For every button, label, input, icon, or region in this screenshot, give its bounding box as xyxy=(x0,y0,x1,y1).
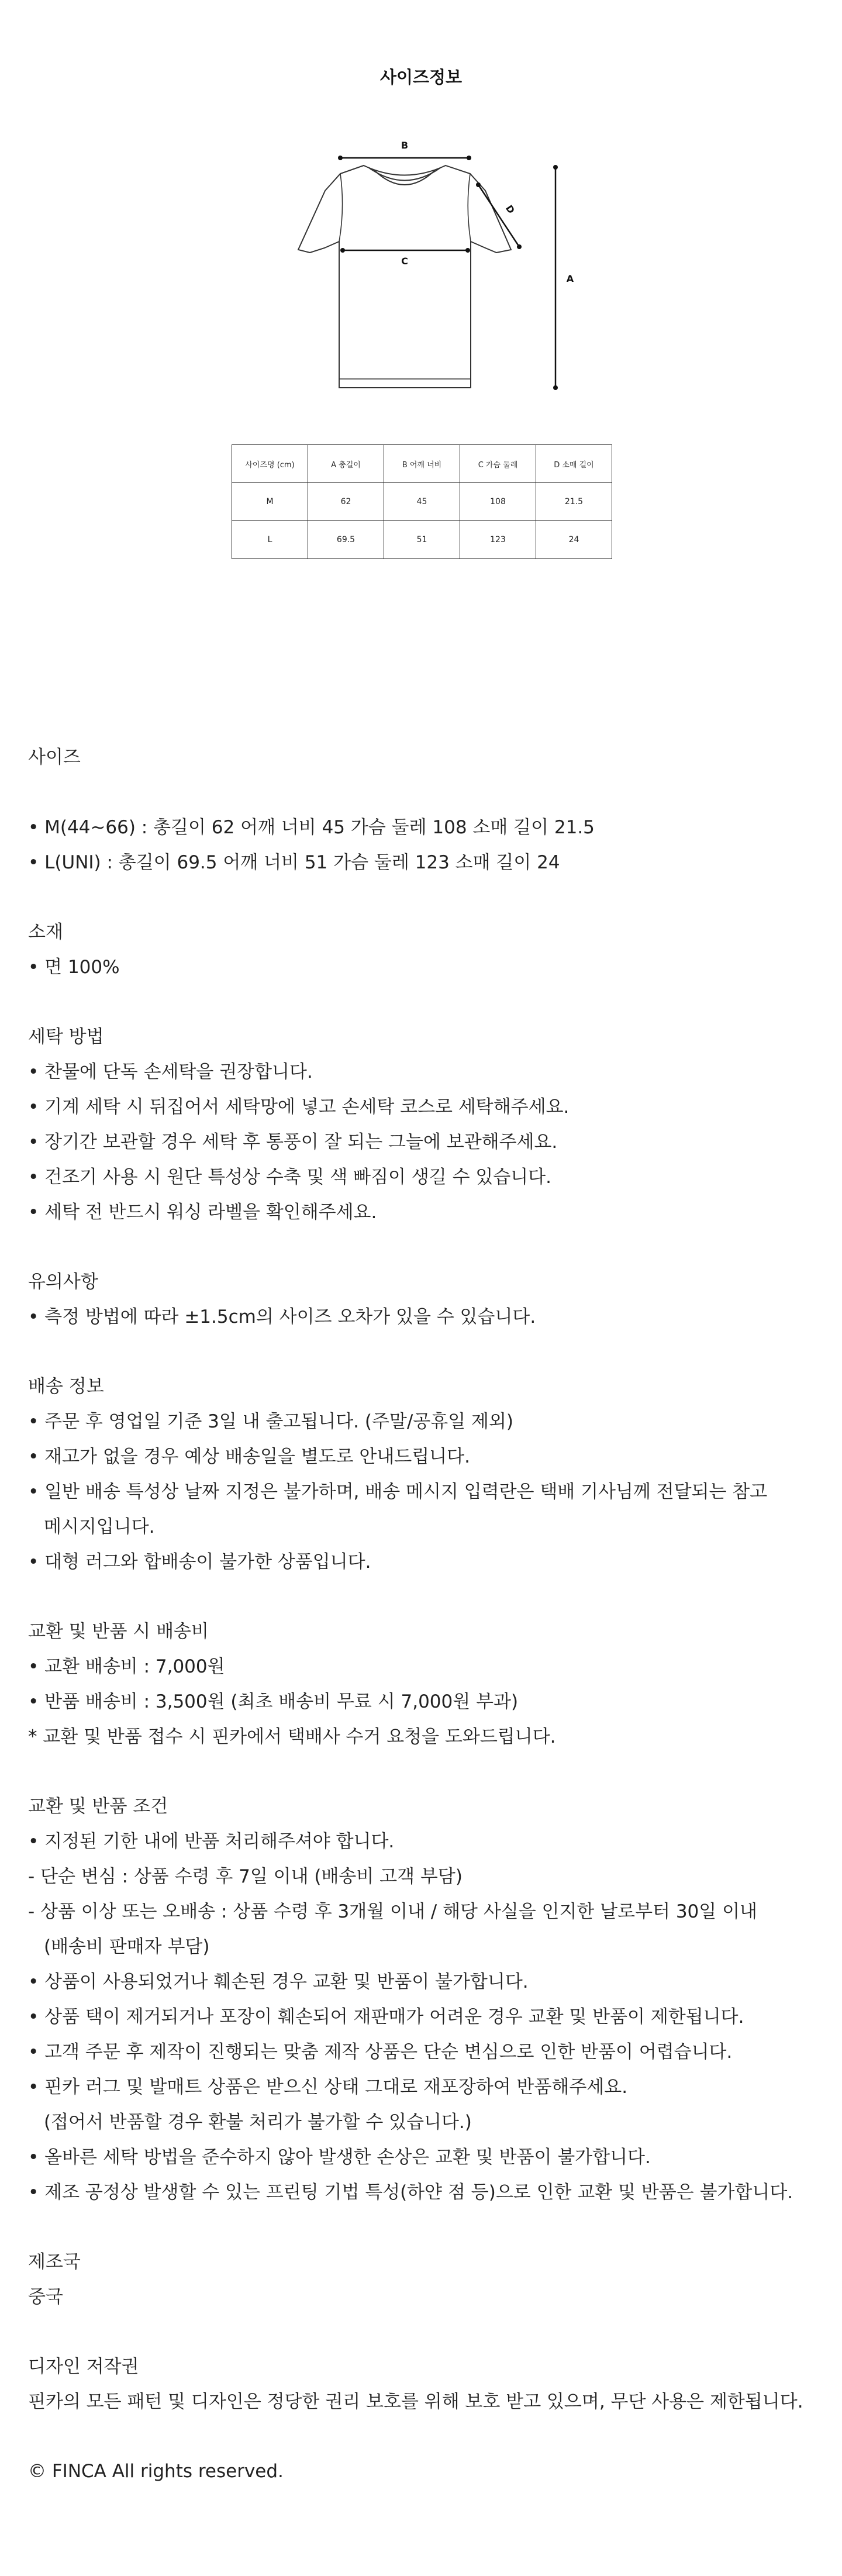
size-table-header: B 어깨 너비 xyxy=(384,445,460,483)
list-item: • L(UNI) : 총길이 69.5 어깨 너비 51 가슴 둘레 123 소매 길이 24 xyxy=(28,852,560,873)
section-gap xyxy=(28,2210,823,2244)
section-gap xyxy=(28,985,823,1019)
list-item: • 장기간 보관할 경우 세탁 후 통풍이 잘 되는 그늘에 보관해주세요. xyxy=(28,1132,558,1153)
total-length-dot-bottom xyxy=(553,385,558,390)
table-row xyxy=(232,521,612,559)
list-item: - 상품 이상 또는 오배송 : 상품 수령 후 3개월 이내 / 해당 사실을 인지한 날로부터 30일 이내 xyxy=(28,1901,757,1922)
sleeve-length-dot-bottom xyxy=(517,244,522,249)
list-item: • 건조기 사용 시 원단 특성상 수축 및 색 빠짐이 생길 수 있습니다. xyxy=(28,1167,552,1188)
sleeve-length-line xyxy=(478,185,519,247)
sleeve-length-dot-top xyxy=(476,182,481,187)
size-table-cell: 51 xyxy=(384,521,460,559)
size-table-cell: 62 xyxy=(308,483,384,521)
table-row xyxy=(232,483,612,521)
section-gap xyxy=(28,1230,823,1264)
shoulder-width-dot-right xyxy=(467,156,471,160)
list-item: • 일반 배송 특성상 날짜 지정은 불가하며, 배송 메시지 입력란은 택배 기사님께 전달되는 참고 xyxy=(28,1481,768,1502)
list-item: • 핀카 러그 및 발매트 상품은 받으신 상태 그대로 재포장하여 반품해주세요. xyxy=(28,2077,628,2098)
list-item: • 반품 배송비 : 3,500원 (최초 배송비 무료 시 7,000원 부과) xyxy=(28,1691,519,1712)
diagram-label-a: A xyxy=(566,273,574,284)
size-table-header: A 총길이 xyxy=(308,445,384,483)
size-table-cell: 108 xyxy=(460,483,536,521)
section-origin xyxy=(28,2244,823,2315)
size-table-header: C 가슴 둘레 xyxy=(460,445,536,483)
size-table-cell: 69.5 xyxy=(308,521,384,559)
list-item: - 단순 변심 : 상품 수령 후 7일 이내 (배송비 고객 부담) xyxy=(28,1866,463,1887)
size-table-cell: 123 xyxy=(460,521,536,559)
diagram-label-c: C xyxy=(401,256,408,267)
tshirt-sleeve-seam-right xyxy=(468,174,471,242)
list-item: • 상품 택이 제거되거나 포장이 훼손되어 재판매가 어려운 경우 교환 및 반품이 제한됩니다. xyxy=(28,2006,744,2027)
section-material xyxy=(28,915,823,985)
size-table-header: D 소매 길이 xyxy=(536,445,612,483)
list-item: • 찬물에 단독 손세탁을 권장합니다. xyxy=(28,1061,313,1082)
section-return-fee xyxy=(28,1614,823,1754)
copyright-footer: © FINCA All rights reserved. xyxy=(28,2461,284,2482)
section-copyright xyxy=(28,2349,823,2419)
list-item: • 고객 주문 후 제작이 진행되는 맞춤 제작 상품은 단순 변심으로 인한 반품이 어렵습니다. xyxy=(28,2042,733,2063)
section-heading: 사이즈 xyxy=(28,747,81,768)
section-gap xyxy=(28,775,823,810)
size-table-header-row xyxy=(232,445,612,483)
size-table-cell: L xyxy=(232,521,308,559)
product-info-content xyxy=(28,740,823,2489)
size-table-cell: 45 xyxy=(384,483,460,521)
list-item: • 주문 후 영업일 기준 3일 내 출고됩니다. (주말/공휴일 제외) xyxy=(28,1411,513,1432)
size-table-cell: 24 xyxy=(536,521,612,559)
tshirt-collar xyxy=(369,168,440,181)
list-item: • M(44~66) : 총길이 62 어깨 너비 45 가슴 둘레 108 소매 길이 21.5 xyxy=(28,817,595,838)
section-return-conditions xyxy=(28,1789,823,2210)
section-heading: 배송 정보 xyxy=(28,1376,104,1397)
section-gap xyxy=(28,2315,823,2349)
diagram-label-d: D xyxy=(503,203,517,216)
size-table xyxy=(232,444,612,559)
section-heading: 디자인 저작권 xyxy=(28,2356,139,2377)
section-caution xyxy=(28,1264,823,1334)
section-heading: 세탁 방법 xyxy=(28,1026,104,1047)
list-item: • 교환 배송비 : 7,000원 xyxy=(28,1656,225,1677)
chest-width-dot-left xyxy=(340,248,345,253)
list-item: • 재고가 없을 경우 예상 배송일을 별도로 안내드립니다. xyxy=(28,1446,470,1467)
section-heading: 제조국 xyxy=(28,2251,81,2272)
section-gap xyxy=(28,1334,823,1369)
section-gap xyxy=(28,1754,823,1789)
section-gap xyxy=(28,880,823,915)
total-length-dot-top xyxy=(553,165,558,170)
chest-width-dot-right xyxy=(465,248,470,253)
section-heading: 교환 및 반품 조건 xyxy=(28,1796,168,1817)
section-size xyxy=(28,740,823,880)
list-item: • 면 100% xyxy=(28,957,120,978)
size-info-title: 사이즈정보 xyxy=(379,67,463,87)
tshirt-diagram-svg xyxy=(0,129,842,404)
list-item: 핀카의 모든 패턴 및 디자인은 정당한 권리 보호를 위해 보호 받고 있으며, 무단 사용은 제한됩니다. xyxy=(28,2391,803,2412)
list-item: 중국 xyxy=(28,2287,63,2308)
section-washing xyxy=(28,1019,823,1230)
list-item: • 제조 공정상 발생할 수 있는 프린팅 기법 특성(하얀 점 등)으로 인한 교환 및 반품은 불가합니다. xyxy=(28,2182,793,2203)
list-item: • 지정된 기한 내에 반품 처리해주셔야 합니다. xyxy=(28,1831,395,1852)
size-table-cell: 21.5 xyxy=(536,483,612,521)
list-item-continuation: 메시지입니다. xyxy=(44,1516,155,1537)
section-gap xyxy=(28,2419,823,2454)
list-item: • 기계 세탁 시 뒤집어서 세탁망에 넣고 손세탁 코스로 세탁해주세요. xyxy=(28,1096,570,1118)
list-item: • 측정 방법에 따라 ±1.5cm의 사이즈 오차가 있을 수 있습니다. xyxy=(28,1306,536,1327)
list-item: • 대형 러그와 합배송이 불가한 상품입니다. xyxy=(28,1551,371,1573)
tshirt-outline xyxy=(298,165,511,388)
list-item: • 세탁 전 반드시 워싱 라벨을 확인해주세요. xyxy=(28,1202,377,1223)
list-item: • 상품이 사용되었거나 훼손된 경우 교환 및 반품이 불가합니다. xyxy=(28,1971,529,1992)
tshirt-size-diagram xyxy=(0,129,842,404)
diagram-label-b: B xyxy=(401,140,409,151)
section-heading: 유의사항 xyxy=(28,1271,98,1292)
list-item: * 교환 및 반품 접수 시 핀카에서 택배사 수거 요청을 도와드립니다. xyxy=(28,1726,556,1747)
size-table-cell: M xyxy=(232,483,308,521)
section-heading: 교환 및 반품 시 배송비 xyxy=(28,1621,209,1642)
list-item: • 올바른 세탁 방법을 준수하지 않아 발생한 손상은 교환 및 반품이 불가합니다. xyxy=(28,2147,651,2168)
list-item-continuation: (배송비 판매자 부담) xyxy=(44,1936,210,1957)
tshirt-sleeve-seam-left xyxy=(339,174,343,242)
size-table-header: 사이즈명 (cm) xyxy=(232,445,308,483)
section-heading: 소재 xyxy=(28,922,63,943)
section-gap xyxy=(28,1580,823,1614)
section-shipping xyxy=(28,1369,823,1580)
shoulder-width-dot-left xyxy=(338,156,343,160)
list-item-continuation: (접어서 반품할 경우 환불 처리가 불가할 수 있습니다.) xyxy=(44,2112,472,2133)
